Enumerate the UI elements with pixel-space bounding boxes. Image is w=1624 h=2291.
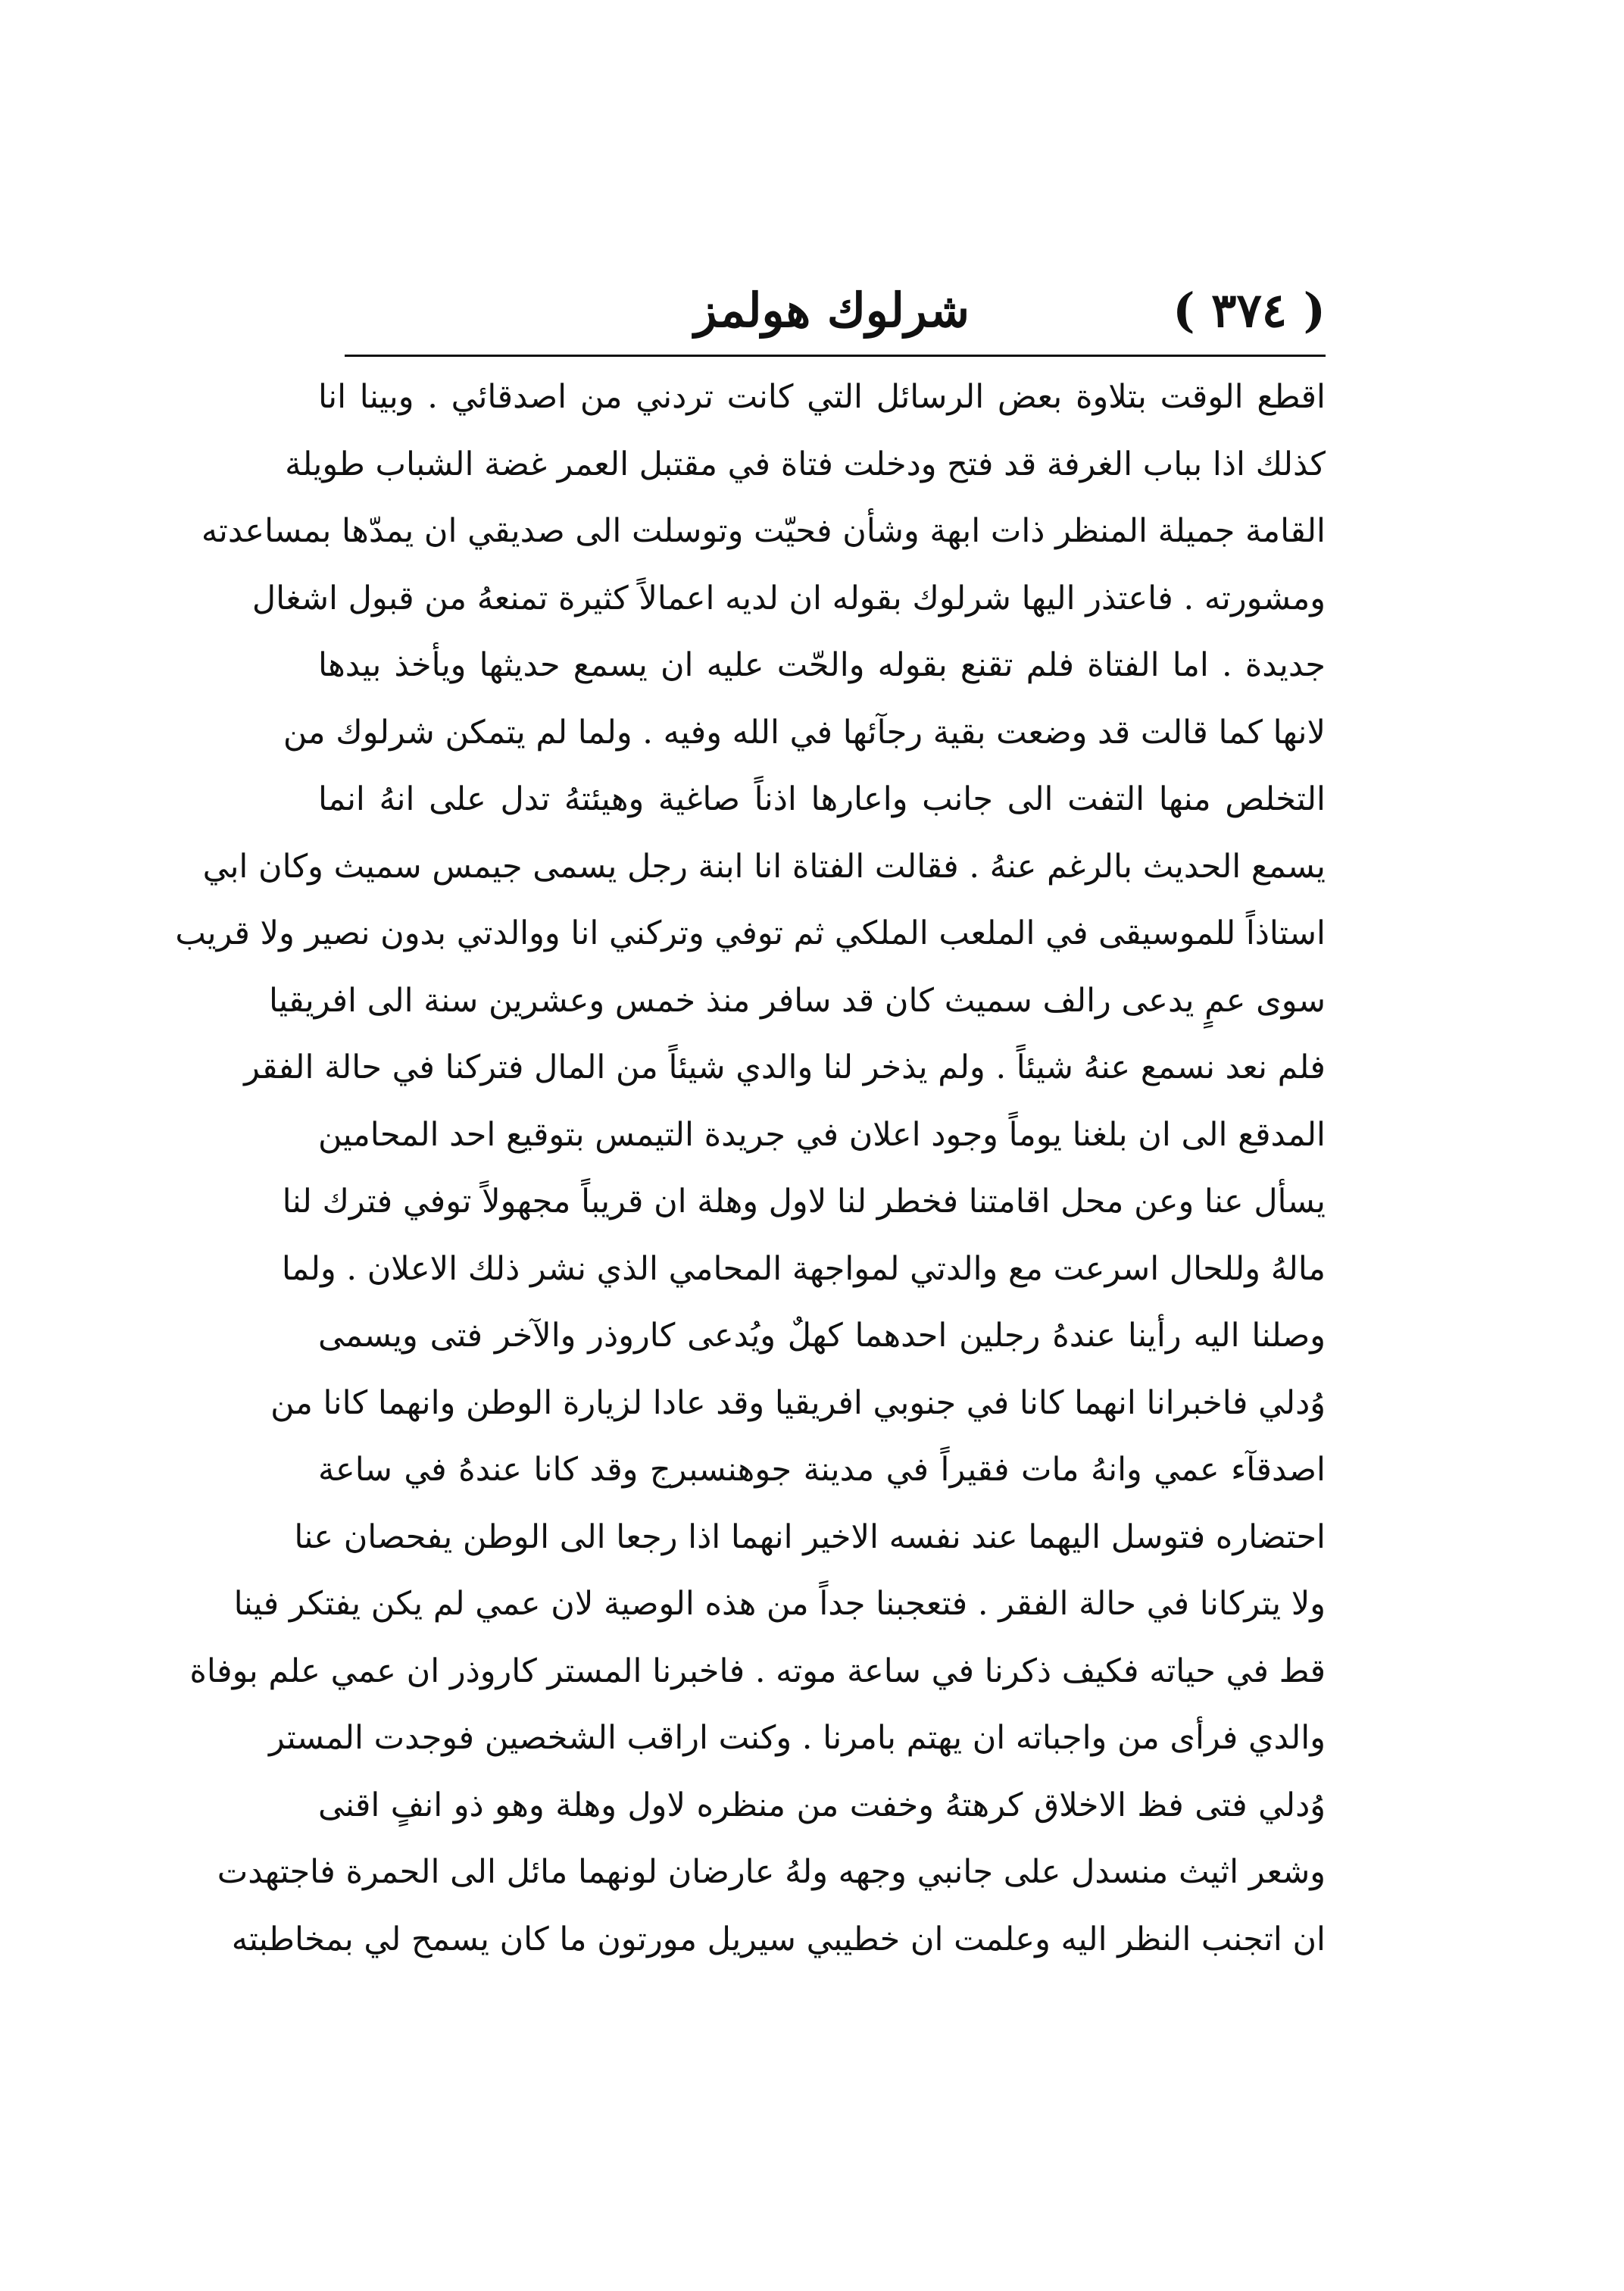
running-title: شرلوك هولمز [694,283,970,338]
text-line: وُدلي فتى فظ الاخلاق كرهتهُ وخفت من منظره لاول وهلة وهو ذو انفٍ اقنى [318,1786,1326,1824]
text-line: وُدلي فاخبرانا انهما كانا في جنوبي افريقيا وقد عادا لزيارة الوطن وانهما كانا من [270,1383,1326,1422]
page-number: ( ٣٧٤ ) [1173,283,1326,338]
text-line: اصدقآء عمي وانهُ مات فقيراً في مدينة جوهنسبرج وقد كانا عندهُ في ساعة [318,1451,1326,1489]
text-line: سوى عمٍ يدعى رالف سميث كان قد سافر منذ خمس وعشرين سنة الى افريقيا [268,981,1326,1020]
text-line: مالهُ وللحال اسرعت مع والدتي لمواجهة المحامي الذي نشر ذلك الاعلان . ولما [281,1249,1326,1288]
text-line: ان اتجنب النظر اليه وعلمت ان خطيبي سيريل مورتون ما كان يسمح لي بمخاطبته [231,1920,1326,1958]
text-line: التخلص منها التفت الى جانب واعارها اذناً صاغية وهيئتهُ تدل على انهُ انما [318,780,1326,818]
text-line: يسأل عنا وعن محل اقامتنا فخطر لنا لاول وهلة ان قريباً مجهولاً توفي فترك لنا [282,1183,1326,1221]
text-line: جديدة . اما الفتاة فلم تقنع بقوله والحّت عليه ان يسمع حديثها ويأخذ بيدها [318,646,1326,684]
text-line: المدقع الى ان بلغنا يوماً وجود اعلان في جريدة التيمس بتوقيع احد المحامين [318,1115,1326,1154]
text-line: احتضاره فتوسل اليهما عند نفسه الاخير انهما اذا رجعا الى الوطن يفحصان عنا [294,1517,1326,1556]
header-rule [345,355,1326,357]
text-line: ومشورته . فاعتذر اليها شرلوك بقوله ان لديه اعمالاً كثيرة تمنعهُ من قبول اشغال [251,579,1326,617]
text-line: والدي فرأى من واجباته ان يهتم بامرنا . وكنت اراقب الشخصين فوجدت المستر [269,1719,1326,1757]
body-text [175,364,1326,1973]
text-line: ولا يتركانا في حالة الفقر . فتعجبنا جداً من هذه الوصية لان عمي لم يكن يفتكر فينا [233,1585,1326,1623]
text-line: اقطع الوقت بتلاوة بعض الرسائل التي كانت تردني من اصدقائي . وبينا انا [318,378,1326,416]
text-line: فلم نعد نسمع عنهُ شيئاً . ولم يذخر لنا والدي شيئاً من المال فتركنا في حالة الفقر [244,1049,1326,1086]
text-line: قط في حياته فكيف ذكرنا في ساعة موته . فاخبرنا المستر كاروذر ان عمي علم بوفاة [189,1652,1326,1690]
text-line: القامة جميلة المنظر ذات ابهة وشأن فحيّت وتوسلت الى صديقي ان يمدّها بمساعدته [201,512,1326,550]
text-line: وصلنا اليه رأينا عندهُ رجلين احدهما كهلٌ ويُدعى كاروذر والآخر فتى ويسمى [318,1317,1326,1355]
page-header [341,273,1326,356]
text-line: كذلك اذا بباب الغرفة قد فتح ودخلت فتاة في مقتبل العمر غضة الشباب طويلة [285,445,1326,483]
text-line: وشعر اثيث منسدل على جانبي وجهه ولهُ عارضان لونهما مائل الى الحمرة فاجتهدت [217,1853,1326,1891]
text-line: يسمع الحديث بالرغم عنهُ . فقالت الفتاة انا ابنة رجل يسمى جيمس سميث وكان ابي [202,847,1326,886]
text-line: لانها كما قالت قد وضعت بقية رجآئها في الله وفيه . ولما لم يتمكن شرلوك من [283,713,1326,752]
text-line: استاذاً للموسيقى في الملعب الملكي ثم توفي وتركني انا ووالدتي بدون نصير ولا قريب [175,914,1326,952]
